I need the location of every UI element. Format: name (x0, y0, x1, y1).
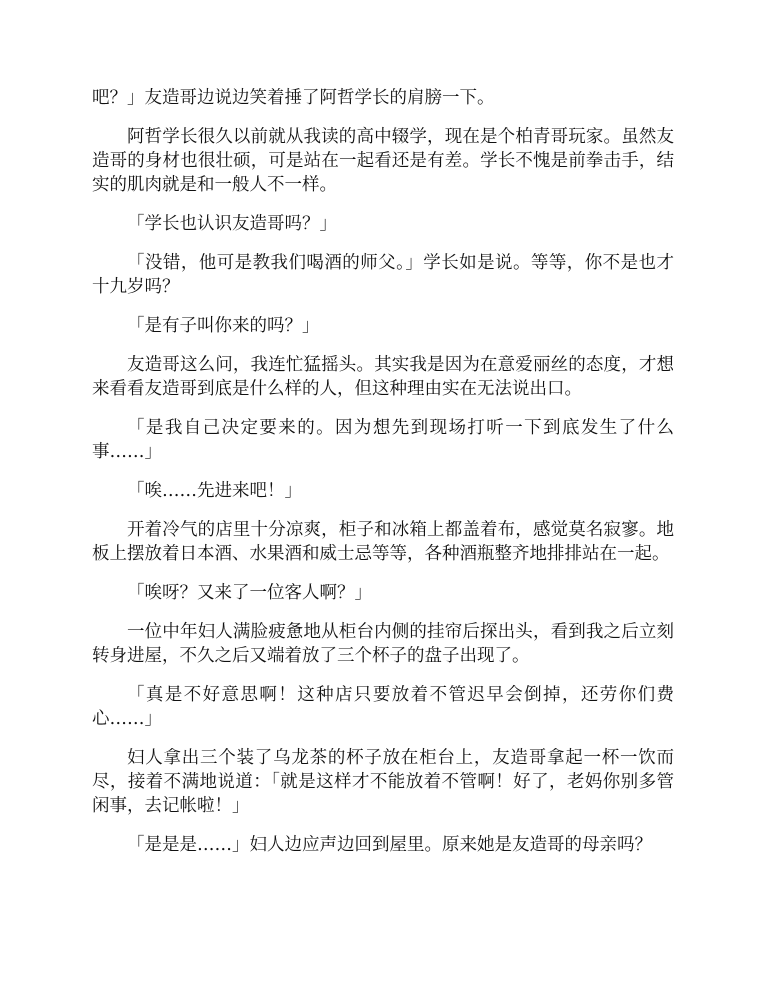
paragraph: 开着冷气的店里十分凉爽，柜子和冰箱上都盖着布，感觉莫名寂寥。地板上摆放着日本酒、水果酒和威士忌等等，各种酒瓶整齐地排排站在一起。 (92, 520, 674, 564)
paragraph: 阿哲学长很久以前就从我读的高中辍学，现在是个柏青哥玩家。虽然友造哥的身材也很壮硕，可是站在一起看还是有差。学长不愧是前拳击手，结实的肌肉就是和一般人不一样。 (92, 127, 674, 195)
paragraph: 「真是不好意思啊！这种店只要放着不管迟早会倒掉，还劳你们费心……」 (92, 685, 674, 729)
paragraph: 「唉呀？又来了一位客人啊？」 (127, 583, 372, 603)
paragraph: 一位中年妇人满脸疲惫地从柜台内侧的挂帘后探出头，看到我之后立刻转身进屋，不久之后又端着放了三个杯子的盘子出现了。 (92, 622, 674, 666)
paragraph: 「是是是……」妇人边应声边回到屋里。原来她是友造哥的母亲吗？ (127, 835, 652, 855)
paragraph: 「没错，他可是教我们喝酒的师父。」学长如是说。等等，你不是也才十九岁吗？ (92, 253, 674, 297)
document-page (92, 86, 674, 872)
paragraph: 妇人拿出三个装了乌龙茶的杯子放在柜台上，友造哥拿起一杯一饮而尽，接着不满地说道：「就是这样才不能放着不管啊！好了，老妈你别多管闲事，去记帐啦！」 (92, 748, 674, 816)
paragraph: 「是有子叫你来的吗？」 (127, 316, 320, 336)
paragraph: 吧？」友造哥边说边笑着捶了阿哲学长的肩膀一下。 (92, 88, 495, 108)
paragraph: 「是我自己决定要来的。因为想先到现场打听一下到底发生了什么事……」 (92, 418, 674, 462)
paragraph: 「唉……先进来吧！」 (127, 481, 302, 501)
paragraph: 友造哥这么问，我连忙猛摇头。其实我是因为在意爱丽丝的态度，才想来看看友造哥到底是什么样的人，但这种理由实在无法说出口。 (92, 355, 674, 399)
paragraph: 「学长也认识友造哥吗？」 (127, 214, 337, 234)
